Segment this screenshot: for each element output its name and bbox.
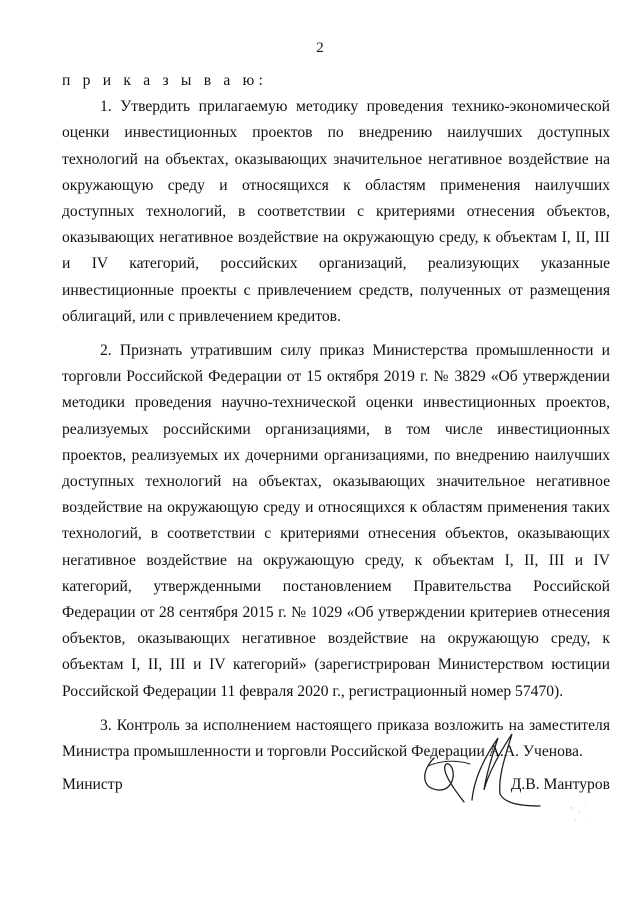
paragraph-2: 2. Признать утратившим силу приказ Министерства промышленности и торговли Российской Федерации от 15 октября 2019 г. № 3829 «Об утверждении методики проведения научно-технической оценки инвестиционных проектов, реализуемых российскими организациями, в том числе инвестиционных проектов, реализуемых их дочерними организациями, по внедрению наилучших доступных технологий на объектах, оказывающих значительное негативное воздействие на окружающую среду и относящихся к областям применения таких технологий, в соответствии с критериями отнесения объектов, оказывающих негативное воздействие на окружающую среду, к объектам I, II, III и IV категорий, утвержденными постановлением Правительства Российской Федерации от 28 сентября 2015 г. № 1029 «Об утверждении критериев отнесения объектов, оказывающих негативное воздействие на окружающую среду, к объектам I, II, III и IV категорий» (зарегистрирован Министерством юстиции Российской Федерации 11 февраля 2020 г., регистрационный номер 57470). xyxy=(62,342,610,700)
signer-name: Д.В. Мантуров xyxy=(510,776,610,793)
scan-noise-dots xyxy=(565,800,595,830)
signature-block xyxy=(62,770,610,810)
page-number: 2 xyxy=(316,40,324,56)
signer-title: Министр xyxy=(62,776,123,793)
decree-word: п р и к а з ы в а ю: xyxy=(62,72,267,89)
document-body xyxy=(62,68,610,773)
paragraph-1: 1. Утвердить прилагаемую методику проведения технико-экономической оценки инвестиционных проектов по внедрению наилучших доступных технологий на объектах, оказывающих значительное негативное воздействие на окружающую среду и относящихся к областям применения наилучших доступных технологий, в соответствии с критериями отнесения объектов, оказывающих негативное воздействие на окружающую среду, к объектам I, II, III и IV категорий, российских организаций, реализующих указанные инвестиционные проекты с привлечением средств, полученных от размещения облигаций, или с привлечением кредитов. xyxy=(62,98,610,325)
paragraph-3: 3. Контроль за исполнением настоящего приказа возложить на заместителя Министра промышленности и торговли Российской Федерации А.А. Ученова. xyxy=(62,716,610,761)
handwritten-signature xyxy=(412,730,542,810)
